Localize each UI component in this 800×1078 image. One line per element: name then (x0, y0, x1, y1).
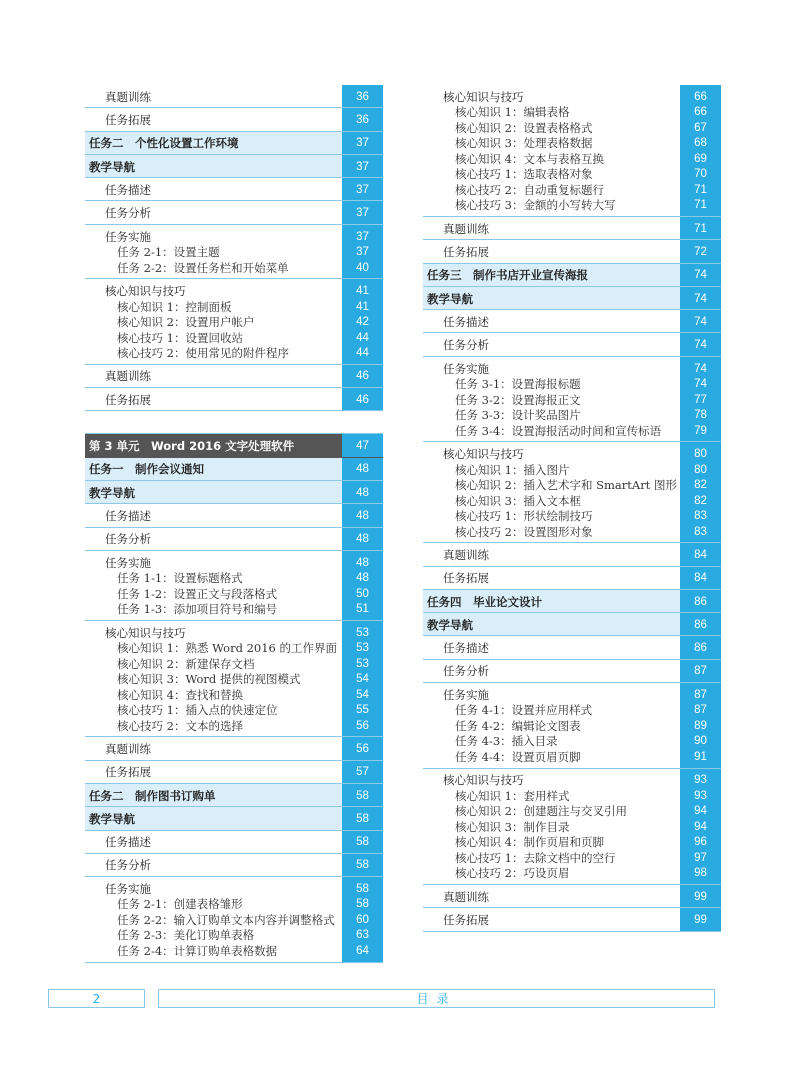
toc-entry-label: 任务 4-2：编辑论文图表 (455, 718, 581, 733)
toc-entry-page: 48 (356, 463, 369, 476)
toc-entry[interactable] (85, 434, 383, 457)
toc-entry-page: 86 (694, 595, 707, 608)
toc-entry-page: 74 (694, 315, 707, 328)
toc-entry-label: 任务 2-4：计算订购单表格数据 (117, 943, 278, 958)
toc-entry-label: 核心技巧 3：金额的小写转大写 (455, 198, 616, 213)
toc-entry-page: 51 (356, 603, 369, 616)
toc-entry-label: 核心技巧 1：形状绘制技巧 (455, 509, 593, 524)
toc-entry-page: 84 (694, 572, 707, 585)
toc-entry-label: 任务拓展 (443, 571, 489, 586)
toc-entry[interactable] (423, 333, 721, 356)
toc-entry[interactable] (423, 636, 721, 659)
toc-entry-label: 教学导航 (89, 485, 135, 500)
toc-entry-label: 教学导航 (427, 617, 473, 632)
toc-entry-label: 核心知识 3：Word 提供的视图模式 (117, 672, 301, 687)
toc-entry-label: 任务实施 (105, 229, 151, 244)
toc-entry[interactable] (85, 85, 383, 108)
toc-entry-page: 94 (694, 805, 707, 818)
toc-entry-label: 任务 3-1：设置海报标题 (455, 377, 581, 392)
toc-entry[interactable] (423, 590, 721, 613)
toc-entry-page: 74 (694, 339, 707, 352)
toc-entry[interactable] (423, 769, 721, 886)
toc-entry-label: 核心知识与技巧 (105, 284, 186, 299)
toc-entry[interactable] (423, 357, 721, 443)
toc-entry-label: 任务拓展 (105, 112, 151, 127)
toc-entry[interactable] (85, 551, 383, 621)
toc-entry-page: 67 (694, 121, 707, 134)
toc-entry-label: 核心技巧 2：文本的选择 (117, 718, 243, 733)
toc-entry[interactable] (85, 132, 383, 155)
toc-entry-page: 53 (356, 657, 369, 670)
toc-entry-label: 教学导航 (427, 291, 473, 306)
toc-entry-label: 任务实施 (443, 687, 489, 702)
toc-entry-label: 任务描述 (105, 835, 151, 850)
toc-entry-label: 核心知识 4：文本与表格互换 (455, 151, 604, 166)
toc-entry-page: 37 (356, 183, 369, 196)
toc-entry-page: 56 (356, 743, 369, 755)
toc-entry-label: 任务 4-3：插入目录 (455, 734, 558, 749)
toc-entry-label: 任务分析 (105, 206, 151, 221)
toc-entry-page: 58 (356, 882, 369, 895)
toc-entry-page: 82 (694, 479, 707, 492)
toc-entry-label: 任务 1-3：添加项目符号和编号 (117, 602, 278, 617)
toc-entry[interactable] (423, 85, 721, 217)
toc-entry[interactable] (423, 442, 721, 543)
toc-entry-label: 任务实施 (105, 881, 151, 896)
toc-entry-page: 80 (694, 448, 707, 461)
toc-entry-label: 任务 3-3：设计奖品图片 (455, 408, 581, 423)
toc-entry-page: 94 (694, 820, 707, 833)
toc-entry-page: 53 (356, 626, 369, 639)
toc-entry-label: 核心知识 1：编辑表格 (455, 105, 570, 120)
toc-entry-page: 60 (356, 913, 369, 926)
toc-entry-page: 99 (694, 914, 707, 926)
toc-entry-label: 教学导航 (89, 811, 135, 826)
toc-entry-label: 任务 2-2：输入订购单文本内容并调整格式 (117, 912, 335, 927)
toc-entry-label: 核心知识 3：插入文本框 (455, 493, 581, 508)
toc-entry[interactable] (85, 178, 383, 201)
toc-entry-label: 任务拓展 (105, 765, 151, 780)
toc-entry-page: 56 (356, 719, 369, 732)
toc-entry[interactable] (423, 885, 721, 908)
toc-entry-page: 77 (694, 393, 707, 406)
toc-entry[interactable] (423, 567, 721, 590)
toc-entry-label: 任务描述 (443, 314, 489, 329)
toc-entry[interactable] (85, 784, 383, 807)
toc-entry[interactable] (423, 543, 721, 566)
toc-entry[interactable] (85, 458, 383, 481)
toc-entry-page: 37 (356, 230, 369, 243)
toc-entry-page: 68 (694, 137, 707, 150)
toc-entry-label: 核心知识 1：插入图片 (455, 462, 570, 477)
toc-entry-label: 任务 1-2：设置正文与段落格式 (117, 586, 278, 601)
toc-entry[interactable] (85, 854, 383, 877)
toc-entry-page: 99 (694, 890, 707, 903)
toc-entry-label: 真题训练 (105, 742, 151, 756)
toc-entry-label: 任务拓展 (443, 244, 489, 259)
toc-entry-page: 46 (356, 370, 369, 383)
toc-entry-label: 任务四 毕业论文设计 (427, 594, 542, 609)
toc-entry[interactable] (85, 365, 383, 388)
toc-entry-page: 87 (694, 704, 707, 717)
toc-entry-label: 核心知识 1：控制面板 (117, 299, 232, 314)
toc-entry-page: 87 (694, 688, 707, 701)
toc-entry[interactable] (85, 201, 383, 224)
toc-entry-label: 任务一 制作会议通知 (89, 462, 204, 477)
toc-entry-page: 74 (694, 292, 707, 305)
toc-entry-label: 核心知识 4：制作页眉和页脚 (455, 835, 604, 850)
toc-entry-label: 核心知识 2：设置表格格式 (455, 120, 593, 135)
toc-entry-page: 44 (356, 347, 369, 360)
toc-entry-page: 36 (356, 90, 369, 103)
toc-entry-label: 核心知识 2：插入艺术字和 SmartArt 图形 (455, 478, 677, 493)
toc-entry-page: 71 (694, 222, 707, 235)
toc-entry[interactable] (85, 388, 383, 411)
toc-entry-page: 93 (694, 774, 707, 787)
toc-entry[interactable] (85, 877, 383, 963)
toc-entry-page: 93 (694, 789, 707, 802)
toc-entry-page: 48 (356, 533, 369, 546)
toc-entry-label: 任务实施 (443, 361, 489, 376)
toc-entry-page: 82 (694, 494, 707, 507)
toc-entry-page: 58 (356, 836, 369, 849)
toc-entry-page: 98 (694, 867, 707, 880)
toc-entry-label: 核心知识 1：熟悉 Word 2016 的工作界面 (117, 641, 338, 656)
toc-entry-page: 66 (694, 106, 707, 119)
toc-entry-page: 80 (694, 463, 707, 476)
toc-entry-label: 核心知识与技巧 (443, 447, 524, 462)
toc-entry[interactable] (85, 831, 383, 854)
toc-entry-page: 86 (694, 642, 707, 655)
toc-entry[interactable] (423, 908, 721, 931)
toc-entry-label: 任务 2-1：设置主题 (117, 245, 220, 260)
toc-entry-label: 任务分析 (443, 664, 489, 679)
toc-entry-label: 核心技巧 2：使用常见的附件程序 (117, 346, 289, 361)
toc-entry-page: 87 (694, 665, 707, 678)
toc-entry-page: 54 (356, 688, 369, 701)
toc-entry-page: 64 (356, 944, 369, 957)
toc-entry[interactable] (423, 683, 721, 769)
toc-entry[interactable] (85, 155, 383, 178)
toc-entry-label: 核心知识与技巧 (443, 89, 524, 104)
toc-entry-label: 核心知识 2：创建题注与交叉引用 (455, 804, 627, 819)
toc-entry-page: 37 (356, 137, 369, 150)
toc-entry-label: 任务拓展 (443, 913, 489, 927)
toc-entry-label: 核心知识 1：套用样式 (455, 788, 570, 803)
toc-entry-page: 58 (356, 812, 369, 825)
toc-entry-page: 48 (356, 486, 369, 499)
toc-entry-page: 46 (356, 393, 369, 406)
toc-column-left (85, 85, 383, 963)
toc-entry-label: 任务 3-4：设置海报活动时间和宣传标语 (455, 423, 662, 438)
toc-entry-label: 任务 2-2：设置任务栏和开始菜单 (117, 260, 289, 275)
toc-entry-page: 71 (694, 199, 707, 212)
toc-entry-label: 核心知识与技巧 (443, 773, 524, 788)
toc-entry[interactable] (423, 310, 721, 333)
toc-entry-page: 66 (694, 90, 707, 103)
toc-entry-page: 97 (694, 851, 707, 864)
toc-entry-label: 任务实施 (105, 555, 151, 570)
toc-entry[interactable] (85, 807, 383, 830)
toc-entry-page: 37 (356, 207, 369, 220)
toc-entry-label: 核心知识 4：查找和替换 (117, 687, 243, 702)
toc-entry-page: 36 (356, 113, 369, 126)
toc-entry[interactable] (85, 621, 383, 738)
toc-entry-label: 核心技巧 1：去除文档中的空行 (455, 850, 616, 865)
toc-entry-label: 核心技巧 1：设置回收站 (117, 330, 243, 345)
toc-entry-page: 58 (356, 789, 369, 802)
toc-entry-label: 任务描述 (105, 508, 151, 523)
toc-entry[interactable] (423, 613, 721, 636)
toc-entry-page: 41 (356, 285, 369, 298)
toc-entry-label: 核心技巧 1：选取表格对象 (455, 167, 593, 182)
toc-entry-label: 核心技巧 1：插入点的快速定位 (117, 703, 278, 718)
toc-entry-label: 任务拓展 (105, 392, 151, 407)
toc-entry-page: 83 (694, 525, 707, 538)
toc-entry-page: 40 (356, 261, 369, 274)
toc-entry-page: 50 (356, 587, 369, 600)
toc-entry-page: 58 (356, 859, 369, 872)
toc-entry-page: 47 (356, 440, 369, 453)
toc-entry-label: 核心知识与技巧 (105, 625, 186, 640)
toc-entry-label: 任务分析 (105, 858, 151, 873)
toc-entry[interactable] (85, 481, 383, 504)
toc-entry-label: 核心知识 2：新建保存文档 (117, 656, 255, 671)
toc-entry-label: 任务二 制作图书订购单 (89, 788, 216, 803)
toc-entry-label: 核心知识 3：制作目录 (455, 819, 570, 834)
toc-entry-label: 核心知识 2：设置用户帐户 (117, 315, 255, 330)
toc-entry-label: 真题训练 (443, 547, 489, 562)
toc-entry-label: 真题训练 (443, 221, 489, 236)
toc-entry-label: 核心技巧 2：自动重复标题行 (455, 182, 604, 197)
toc-entry[interactable] (423, 217, 721, 240)
toc-entry-label: 任务三 制作书店开业宣传海报 (427, 268, 588, 283)
toc-entry-page: 74 (694, 269, 707, 282)
toc-entry-page: 44 (356, 331, 369, 344)
toc-entry-label: 任务 2-3：美化订购单表格 (117, 928, 255, 943)
toc-entry-label: 第 3 单元 Word 2016 文字处理软件 (89, 439, 295, 454)
toc-entry-page: 37 (356, 160, 369, 173)
toc-entry-label: 教学导航 (89, 159, 135, 174)
toc-entry[interactable] (423, 660, 721, 683)
toc-entry-page: 53 (356, 642, 369, 655)
toc-entry-page: 42 (356, 316, 369, 329)
toc-entry[interactable] (85, 761, 383, 784)
toc-entry-page: 72 (694, 245, 707, 258)
toc-entry-label: 任务二 个性化设置工作环境 (89, 136, 239, 151)
toc-entry[interactable] (85, 528, 383, 551)
footer-title: 目录 (158, 989, 715, 1008)
toc-entry-page: 78 (694, 409, 707, 422)
toc-entry-page: 89 (694, 719, 707, 732)
toc-entry[interactable] (423, 287, 721, 310)
toc-entry-label: 任务 3-2：设置海报正文 (455, 392, 581, 407)
toc-entry-label: 任务 4-4：设置页眉页脚 (455, 749, 581, 764)
toc-entry-label: 核心知识 3：处理表格数据 (455, 136, 593, 151)
toc-entry-page: 84 (694, 548, 707, 561)
toc-entry-page: 37 (356, 246, 369, 259)
toc-entry-label: 任务分析 (105, 532, 151, 547)
toc-entry-page: 58 (356, 898, 369, 911)
toc-entry-page: 79 (694, 424, 707, 437)
toc-entry-label: 核心技巧 2：巧设页眉 (455, 866, 570, 881)
toc-entry-page: 48 (356, 572, 369, 585)
toc-entry-page: 90 (694, 735, 707, 748)
toc-entry-label: 任务描述 (105, 182, 151, 197)
toc-entry-page: 57 (356, 766, 369, 779)
toc-entry-label: 真题训练 (443, 889, 489, 904)
toc-entry[interactable] (85, 737, 383, 760)
toc-entry[interactable] (423, 240, 721, 263)
toc-entry-page: 70 (694, 168, 707, 181)
toc-entry-label: 任务 2-1：创建表格雏形 (117, 897, 243, 912)
toc-entry-page: 71 (694, 183, 707, 196)
toc-column-right (423, 85, 721, 932)
toc-entry-page: 48 (356, 556, 369, 569)
toc-entry-label: 真题训练 (105, 369, 151, 384)
footer-page-number: 2 (48, 989, 145, 1008)
toc-entry-page: 63 (356, 929, 369, 942)
toc-entry-page: 41 (356, 300, 369, 313)
toc-entry[interactable] (423, 264, 721, 287)
toc-entry-page: 86 (694, 618, 707, 631)
toc-entry-page: 91 (694, 750, 707, 763)
toc-entry-page: 83 (694, 510, 707, 523)
toc-entry-label: 任务分析 (443, 338, 489, 353)
section-gap (85, 411, 383, 434)
toc-entry-page: 74 (694, 362, 707, 375)
toc-entry[interactable] (85, 504, 383, 527)
toc-entry-page: 74 (694, 378, 707, 391)
page-number-band (680, 85, 721, 216)
toc-entry[interactable] (85, 225, 383, 280)
toc-entry-page: 54 (356, 673, 369, 686)
toc-entry-page: 48 (356, 509, 369, 522)
toc-entry-page: 69 (694, 152, 707, 165)
toc-entry-label: 任务 4-1：设置并应用样式 (455, 703, 593, 718)
toc-entry[interactable] (85, 108, 383, 131)
toc-entry-page: 96 (694, 836, 707, 849)
toc-entry-label: 真题训练 (105, 89, 151, 104)
toc-entry-label: 任务 1-1：设置标题格式 (117, 571, 243, 586)
toc-entry-label: 任务描述 (443, 641, 489, 656)
toc-entry-page: 55 (356, 704, 369, 717)
toc-entry[interactable] (85, 279, 383, 365)
toc-entry-label: 核心技巧 2：设置图形对象 (455, 524, 593, 539)
